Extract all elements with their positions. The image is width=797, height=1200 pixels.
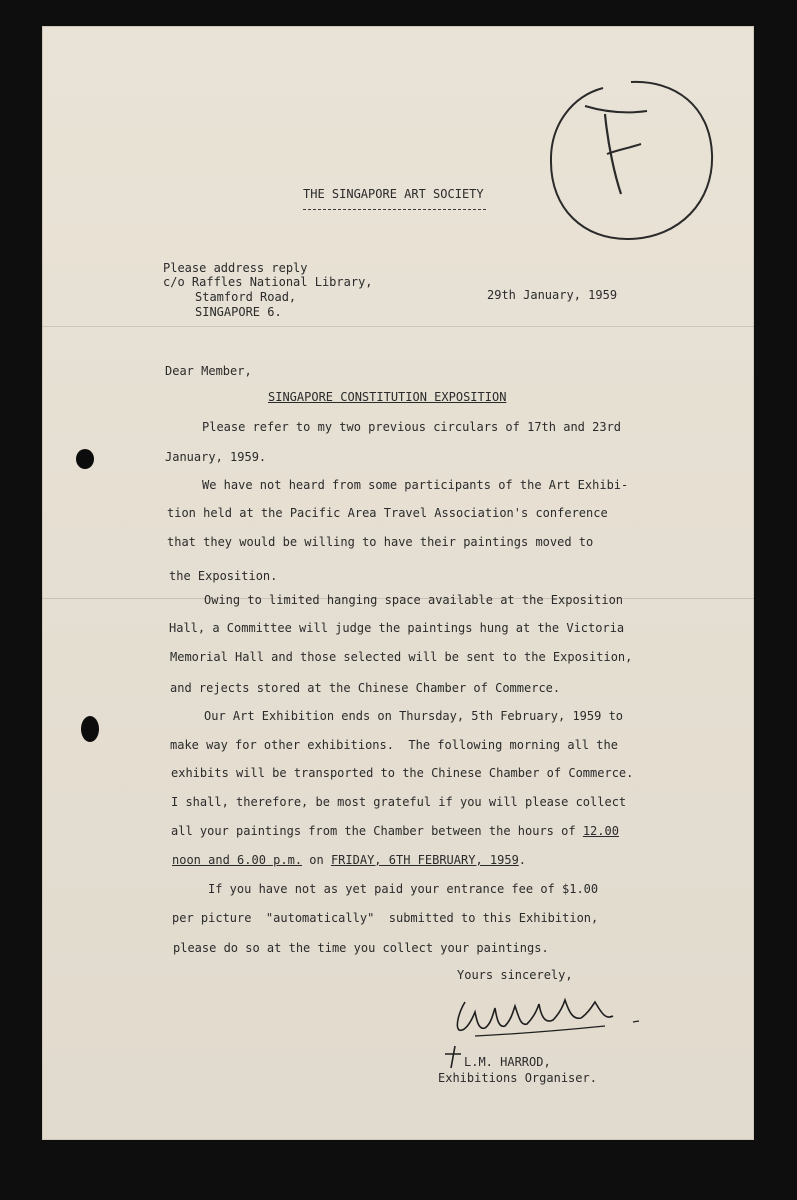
body-line: I shall, therefore, be most grateful if you will please collect [171,795,627,809]
body-line: please do so at the time you collect your paintings. [173,941,549,955]
circled-grade-mark [545,76,717,246]
body-line: January, 1959. [165,450,267,464]
fold-line [42,326,754,327]
body-line: and rejects stored at the Chinese Chamber of Commerce. [170,681,561,695]
body-line: Please refer to my two previous circulars of 17th and 23rd [202,420,622,434]
signatory-name: L.M. HARROD, [464,1055,551,1069]
letterhead-rule [303,209,486,210]
body-line: make way for other exhibitions. The following morning all the [170,738,618,752]
salutation: Dear Member, [165,364,252,378]
address-line: Please address reply [163,261,308,275]
body-line: If you have not as yet paid your entrance fee of $1.00 [208,882,599,896]
time-underlined: noon and 6.00 p.m. [172,853,303,867]
body-line: Our Art Exhibition ends on Thursday, 5th February, 1959 to [204,709,624,723]
body-line: Hall, a Committee will judge the paintings hung at the Victoria [169,621,625,635]
body-line [172,853,526,867]
body-text: on [302,853,331,867]
body-line: Memorial Hall and those selected will be sent to the Exposition, [170,650,633,664]
body-line [171,824,619,838]
closing: Yours sincerely, [457,968,573,982]
body-line: We have not heard from some participants of the Art Exhibi- [202,478,629,492]
body-line: exhibits will be transported to the Chinese Chamber of Commerce. [171,766,634,780]
body-line: the Exposition. [169,569,278,583]
subject-heading: SINGAPORE CONSTITUTION EXPOSITION [268,390,507,404]
address-line: c/o Raffles National Library, [163,275,373,289]
punch-hole [76,449,94,469]
body-line: tion held at the Pacific Area Travel Association's conference [167,506,608,520]
body-line: Owing to limited hanging space available at the Exposition [204,593,624,607]
body-line: per picture "automatically" submitted to this Exhibition, [172,911,599,925]
address-line: Stamford Road, [195,290,297,304]
signatory-title: Exhibitions Organiser. [438,1071,597,1085]
date-underlined: FRIDAY, 6TH FEBRUARY, 1959 [330,853,519,867]
letter-date: 29th January, 1959 [487,288,618,302]
body-text: all your paintings from the Chamber between the hours of [171,824,583,838]
body-text: . [518,853,527,867]
time-underlined: 12.00 [582,824,619,838]
punch-hole [81,716,99,742]
letterhead-title: THE SINGAPORE ART SOCIETY [303,187,484,201]
body-line: that they would be willing to have their paintings moved to [167,535,594,549]
address-line: SINGAPORE 6. [195,305,282,319]
